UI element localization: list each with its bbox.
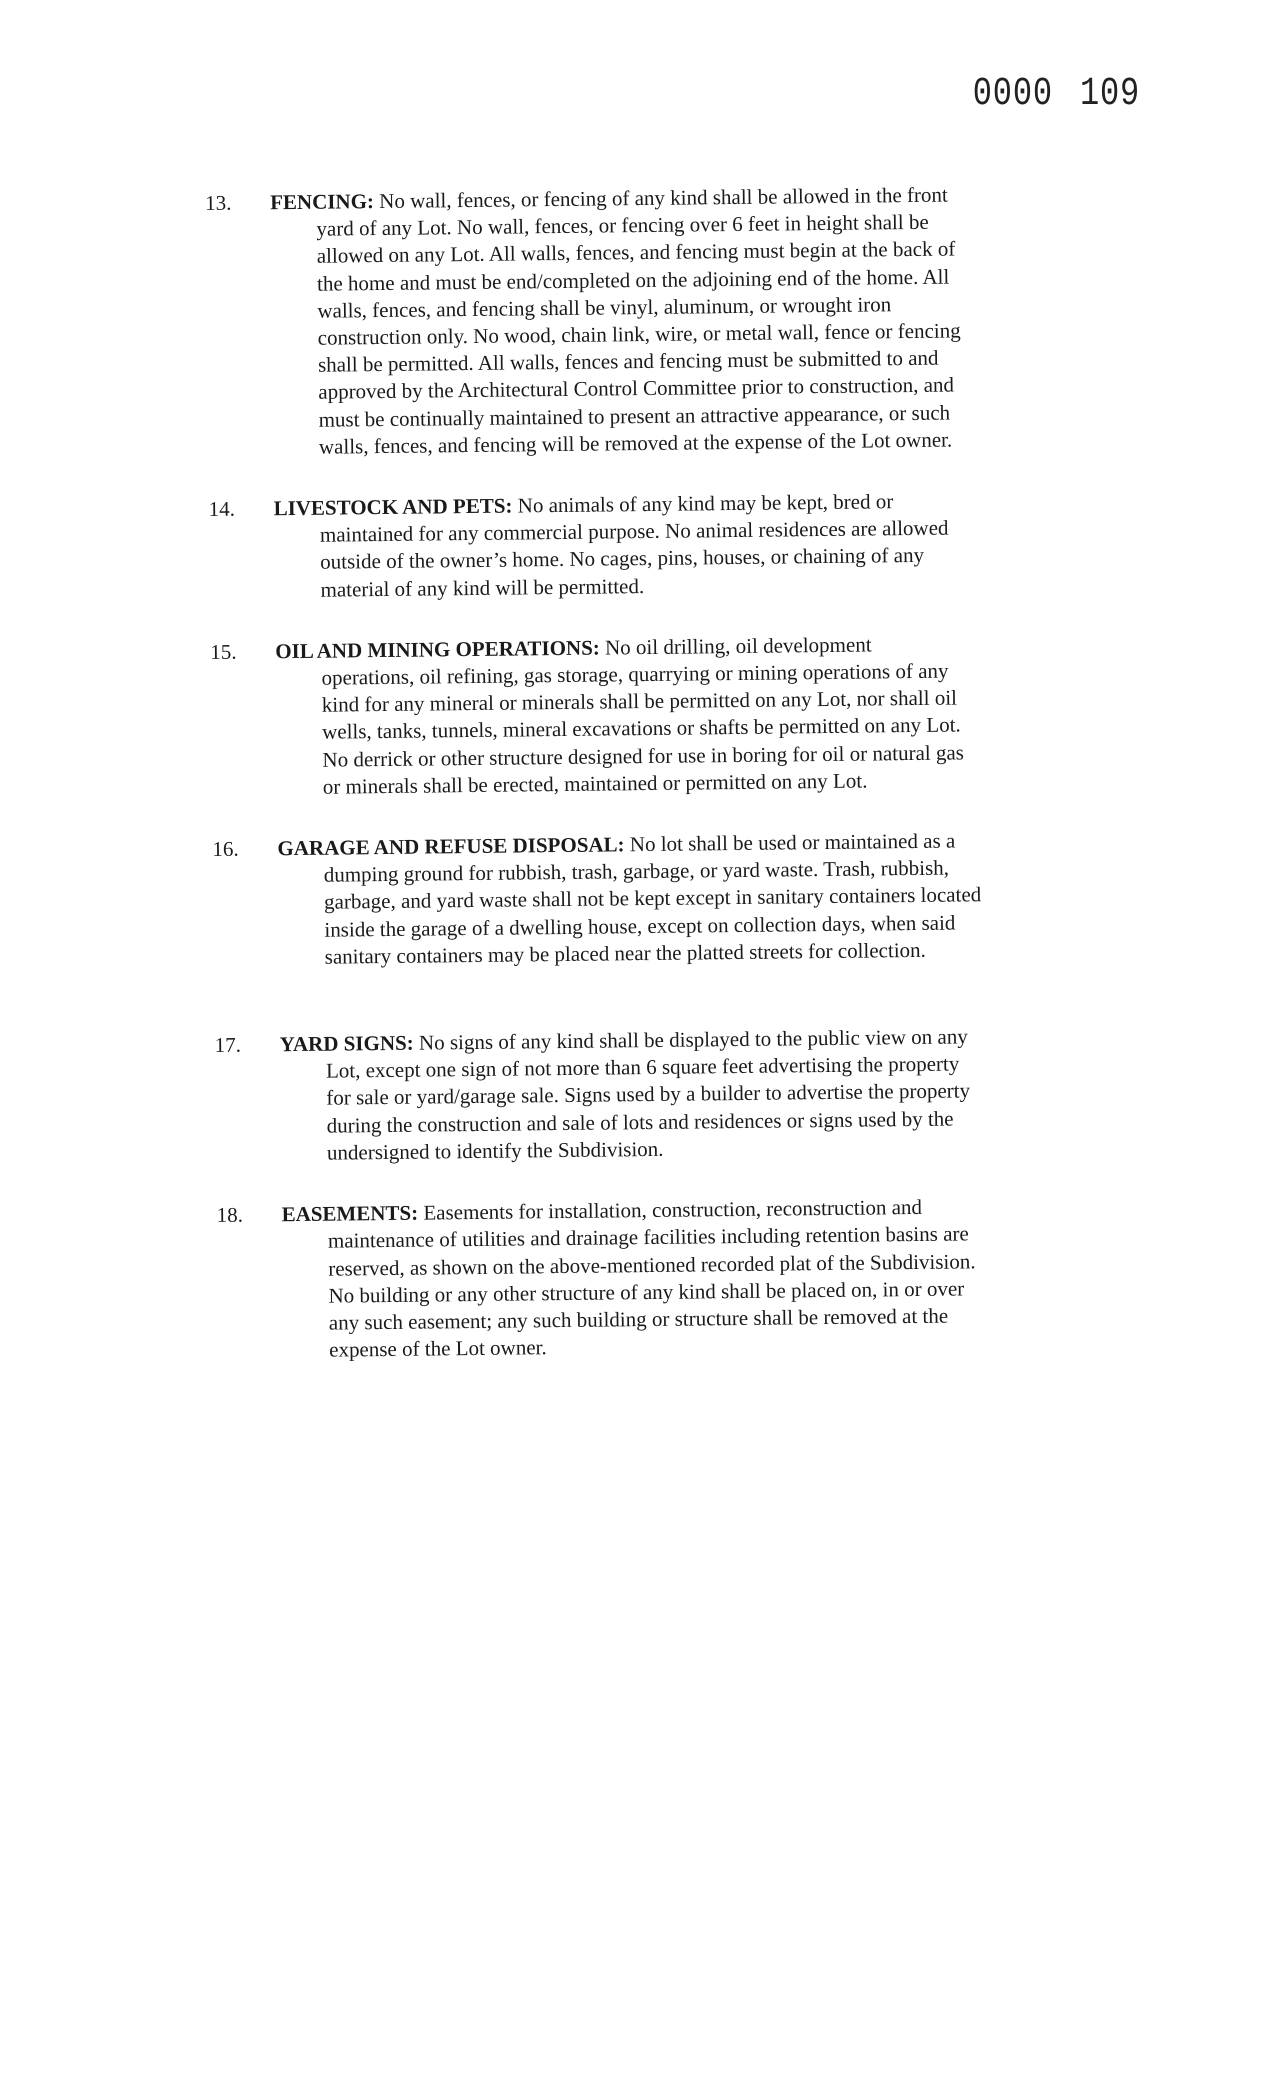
- clause-livestock-and-pets: [208, 486, 1089, 605]
- clause-text: [280, 1022, 1096, 1167]
- clause-fencing: [205, 180, 1088, 462]
- clause-heading: FENCING:: [270, 189, 375, 215]
- clause-line: the home and must be end/completed on the adjoining end of the home. All: [316, 264, 950, 296]
- clause-line: maintenance of utilities and drainage facilities including retention basins are: [327, 1221, 969, 1253]
- clause-heading: LIVESTOCK AND PETS:: [273, 493, 513, 521]
- clause-line: undersigned to identify the Subdivision.: [326, 1136, 664, 1165]
- clause-text: [277, 826, 1093, 971]
- clause-line: walls, fences, and fencing will be removed at the expense of the Lot owner.: [318, 427, 953, 459]
- clause-line: shall be permitted. All walls, fences and fencing must be submitted to and: [317, 345, 939, 377]
- clause-line: No oil drilling, oil development: [604, 632, 872, 660]
- clause-easements: [216, 1192, 1098, 1365]
- clause-text: [273, 486, 1089, 604]
- clause-number: 14.: [208, 496, 236, 522]
- clause-text: [275, 629, 1092, 801]
- clause-line: for sale or yard/garage sale. Signs used by a builder to advertise the property: [326, 1078, 971, 1111]
- clause-text: [281, 1192, 1098, 1364]
- clause-line: dumping ground for rubbish, trash, garbage, or yard waste. Trash, rubbish,: [323, 855, 950, 887]
- clause-number: 15.: [210, 639, 237, 664]
- clause-line: during the construction and sale of lots and residences or signs used by the: [326, 1106, 954, 1138]
- clause-line: wells, tanks, tunnels, mineral excavations or shafts be permitted on any Lot.: [322, 712, 961, 745]
- stamp-page-number: 109: [1079, 72, 1140, 117]
- document-body: [205, 180, 1098, 1365]
- clause-line: reserved, as shown on the above-mentioned recorded plat of the Subdivision.: [328, 1248, 976, 1281]
- clause-heading: OIL AND MINING OPERATIONS:: [275, 635, 600, 664]
- clause-line: walls, fences, and fencing shall be vinyl, aluminum, or wrought iron: [317, 292, 892, 323]
- clause-oil-and-mining: [210, 629, 1092, 802]
- clause-line: or minerals shall be erected, maintained or permitted on any Lot.: [322, 768, 868, 799]
- clause-line: kind for any mineral or minerals shall be permitted on any Lot, nor shall oil: [321, 685, 958, 717]
- page-stamp: [973, 72, 1140, 117]
- clause-line: maintained for any commercial purpose. No animal residences are allowed: [319, 515, 949, 547]
- clause-line: operations, oil refining, gas storage, quarrying or mining operations of any: [321, 658, 949, 690]
- clause-line: No lot shall be used or maintained as a: [629, 828, 956, 857]
- stamp-book-number: 0000: [972, 72, 1053, 117]
- clause-line: garbage, and yard waste shall not be kept except in sanitary containers located: [323, 882, 982, 915]
- clause-line: outside of the owner’s home. No cages, pins, houses, or chaining of any: [320, 543, 925, 575]
- clause-line: No building or any other structure of any kind shall be placed on, in or over: [328, 1276, 965, 1308]
- clause-number: 18.: [216, 1202, 244, 1228]
- clause-number: 17.: [214, 1032, 242, 1058]
- clause-line: any such easement; any such building or structure shall be removed at the: [328, 1303, 949, 1335]
- clause-line: inside the garage of a dwelling house, except on collection days, when said: [324, 910, 956, 942]
- clause-line: Lot, except one sign of not more than 6 square feet advertising the property: [325, 1051, 960, 1083]
- clause-line: yard of any Lot. No wall, fences, or fencing over 6 feet in height shall be: [316, 209, 929, 241]
- clause-heading: YARD SIGNS:: [279, 1030, 414, 1057]
- clause-line: construction only. No wood, chain link, wire, or metal wall, fence or fencing: [317, 318, 961, 350]
- clause-text: [270, 180, 1088, 461]
- clause-yard-signs: [215, 1022, 1096, 1168]
- clause-heading: EASEMENTS:: [281, 1200, 419, 1227]
- clause-line: No wall, fences, or fencing of any kind shall be allowed in the front: [379, 182, 948, 214]
- clause-number: 16.: [212, 836, 239, 862]
- clause-garage-and-refuse: [212, 826, 1093, 972]
- clause-line: material of any kind will be permitted.: [320, 573, 645, 602]
- clause-line: No animals of any kind may be kept, bred or: [517, 489, 894, 518]
- clause-line: sanitary containers may be placed near the platted streets for collection.: [324, 937, 926, 969]
- clause-line: Easements for installation, construction, reconstruction and: [423, 1195, 923, 1225]
- clause-line: must be continually maintained to present an attractive appearance, or such: [318, 400, 951, 432]
- clause-heading: GARAGE AND REFUSE DISPOSAL:: [277, 832, 625, 861]
- clause-line: approved by the Architectural Control Committee prior to construction, and: [318, 372, 955, 405]
- clause-line: allowed on any Lot. All walls, fences, and fencing must begin at the back of: [316, 236, 956, 269]
- clause-number: 13.: [205, 190, 232, 215]
- clause-line: No derrick or other structure designed for use in boring for oil or natural gas: [322, 740, 965, 772]
- clause-line: No signs of any kind shall be displayed to the public view on any: [418, 1024, 968, 1055]
- clause-line: expense of the Lot owner.: [329, 1335, 547, 1362]
